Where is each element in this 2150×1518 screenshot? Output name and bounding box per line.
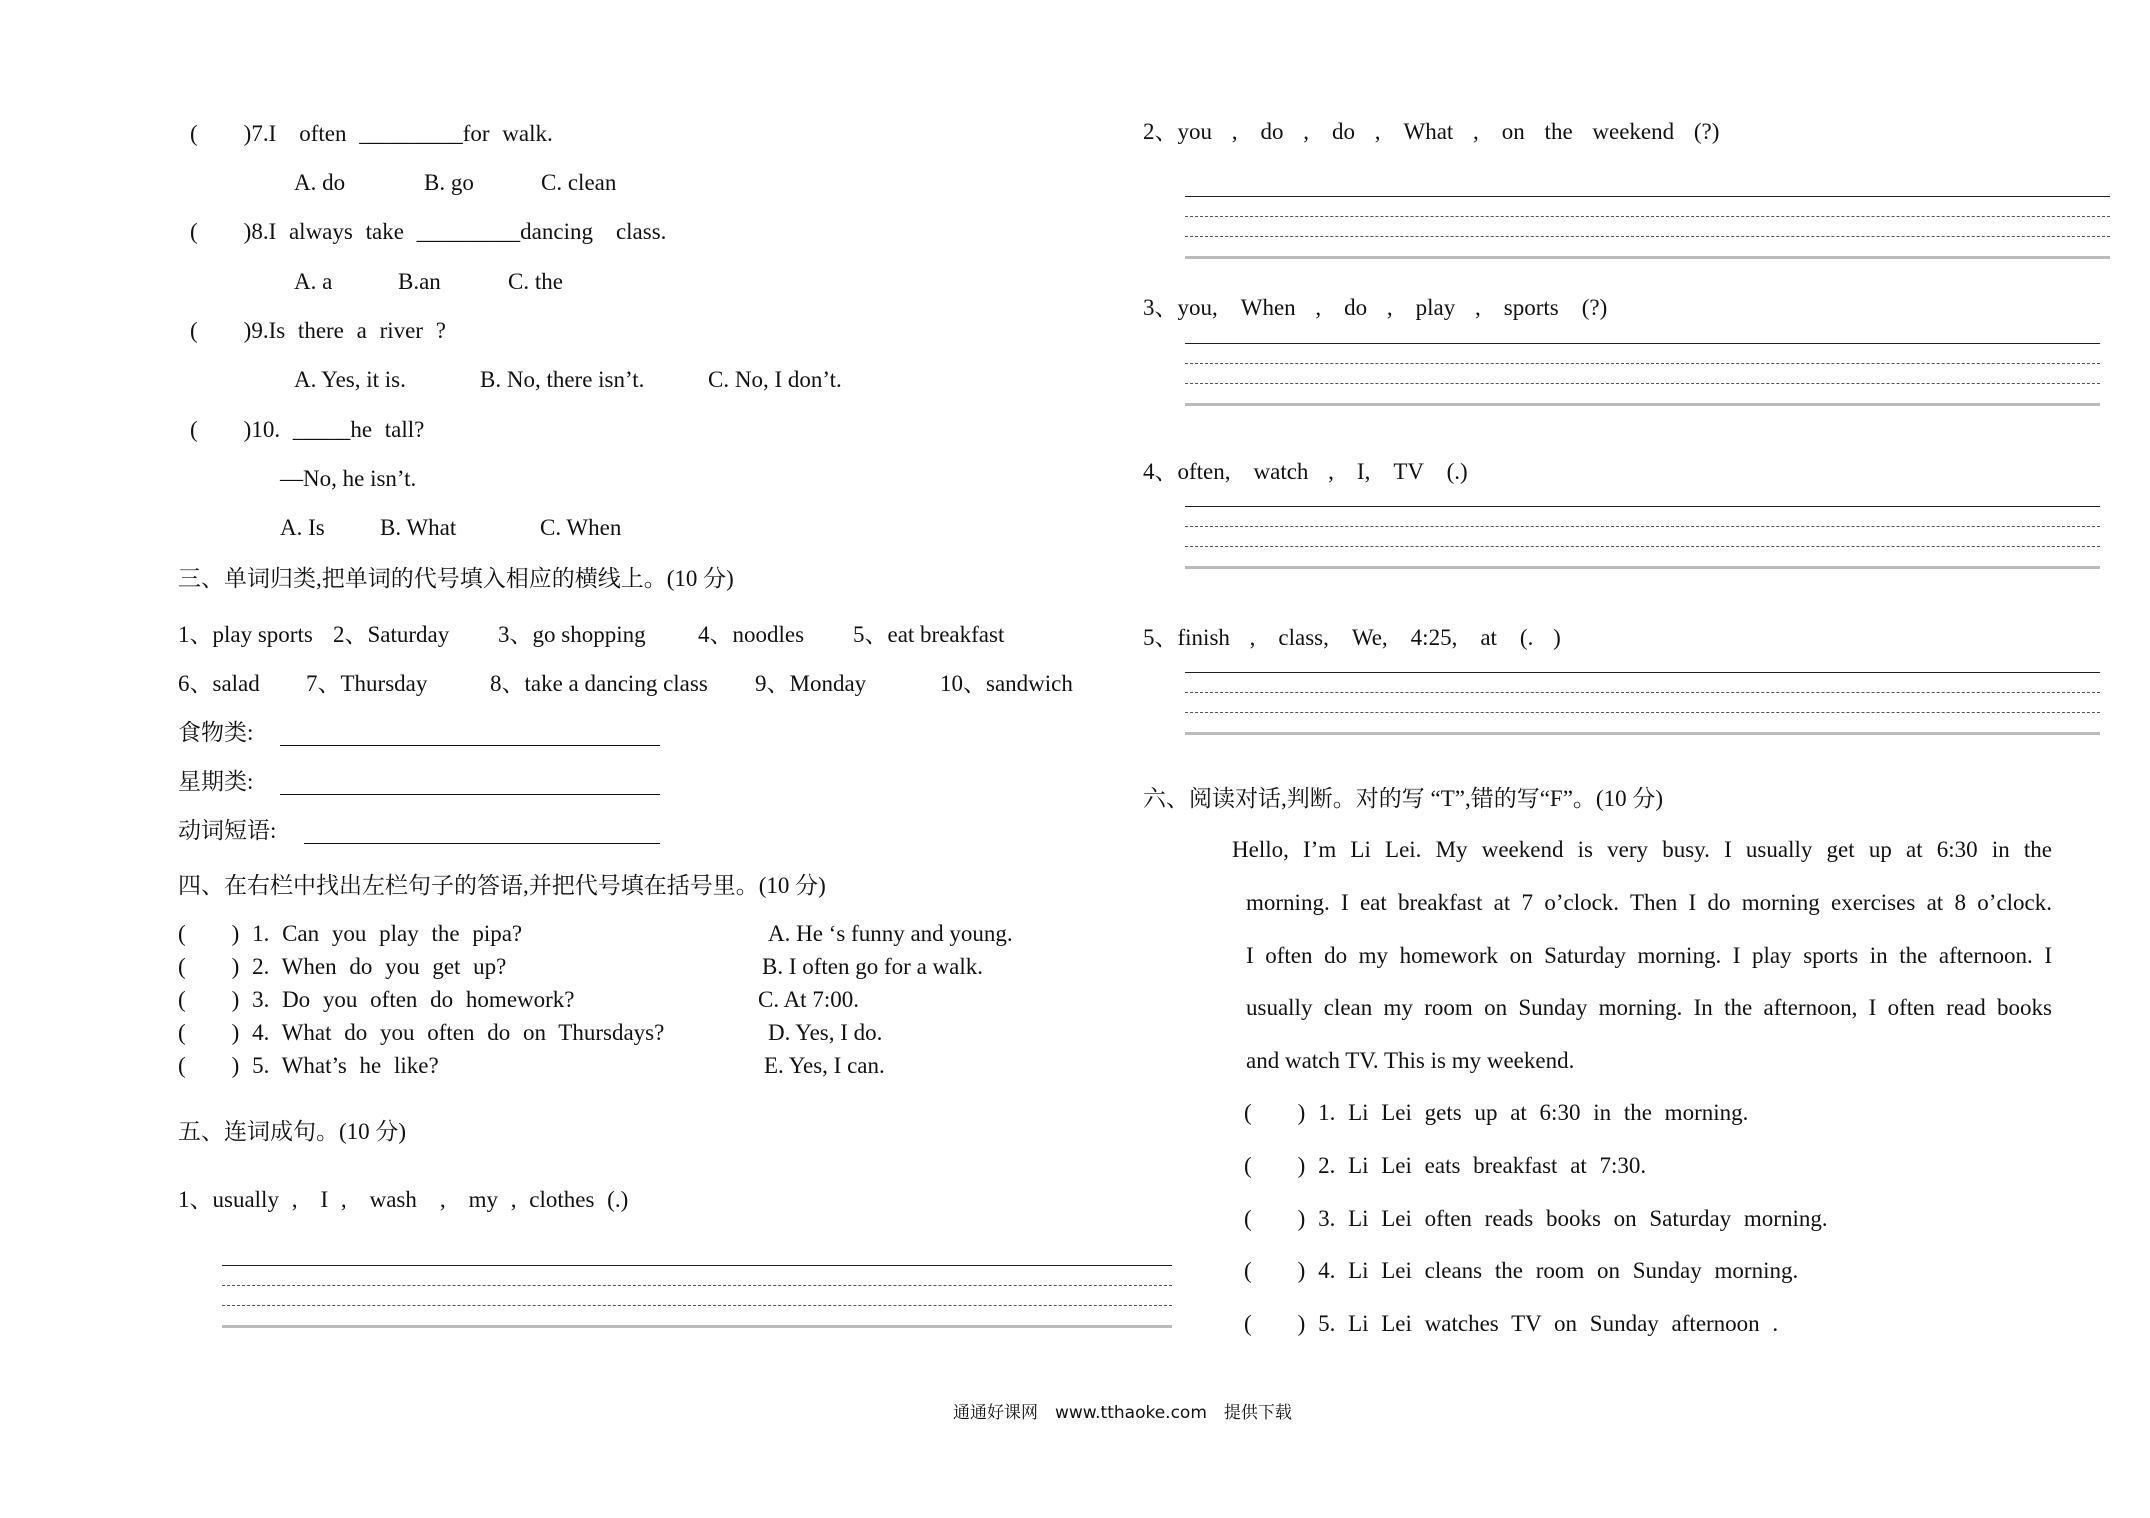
question-8-option-a: A. a [294, 269, 333, 294]
judge-statement-5: ( ) 5. Li Lei watches TV on Sunday afternoon . [1244, 1311, 1779, 1336]
sentence-4-words: 4、often, watch , I, TV (.) [1143, 459, 1468, 484]
word-8: 8、take a dancing class [490, 671, 708, 696]
question-8-option-c: C. the [508, 269, 563, 294]
question-7-option-a: A. do [294, 170, 346, 195]
question-9-option-a: A. Yes, it is. [294, 367, 406, 392]
category-food-blank[interactable] [280, 745, 660, 746]
word-4: 4、noodles [698, 622, 805, 647]
question-7-option-c: C. clean [541, 170, 617, 195]
match-question-1: ( ) 1. Can you play the pipa? [178, 921, 523, 946]
judge-statement-4: ( ) 4. Li Lei cleans the room on Sunday morning. [1244, 1258, 1799, 1283]
passage-line-1: Hello, I’m Li Lei. My weekend is very busy. I usually get up at 6:30 in the [1232, 837, 2052, 862]
match-question-3: ( ) 3. Do you often do homework? [178, 987, 575, 1012]
sentence-2-words: 2、you , do , do , What , on the weekend (?) [1143, 119, 1720, 144]
sentence-5-writing-lines[interactable] [1185, 672, 2100, 732]
judge-statement-2: ( ) 2. Li Lei eats breakfast at 7:30. [1244, 1153, 1647, 1178]
word-1: 1、play sports [178, 622, 313, 647]
judge-statement-3: ( ) 3. Li Lei often reads books on Saturday morning. [1244, 1206, 1828, 1231]
word-10: 10、sandwich [940, 671, 1073, 696]
passage-line-3: I often do my homework on Saturday morning. I play sports in the afternoon. I [1246, 943, 2052, 968]
passage-line-2: morning. I eat breakfast at 7 o’clock. Then I do morning exercises at 8 o’clock. [1246, 890, 2052, 915]
word-7: 7、Thursday [306, 671, 428, 696]
question-9-option-c: C. No, I don’t. [708, 367, 842, 392]
passage-line-5: and watch TV. This is my weekend. [1246, 1048, 1575, 1073]
category-verb-phrase-label: 动词短语: [178, 818, 277, 843]
sentence-1-writing-lines[interactable] [222, 1265, 1172, 1325]
category-weekday-label: 星期类: [178, 769, 254, 794]
word-5: 5、eat breakfast [853, 622, 1005, 647]
match-answer-e: E. Yes, I can. [764, 1053, 885, 1078]
word-3: 3、go shopping [498, 622, 646, 647]
sentence-1-words: 1、usually , I , wash , my , clothes (.) [178, 1187, 629, 1212]
question-10-option-b: B. What [380, 515, 457, 540]
word-2: 2、Saturday [333, 622, 450, 647]
question-7-stem: ( )7.I often _________for walk. [190, 121, 553, 146]
match-answer-c: C. At 7:00. [758, 987, 859, 1012]
section-5-heading: 五、连词成句。(10 分) [178, 1119, 407, 1144]
sentence-3-words: 3、you, When , do , play , sports (?) [1143, 295, 1608, 320]
question-10-reply: —No, he isn’t. [280, 466, 417, 491]
footer-credit: 通通好课网 www.tthaoke.com 提供下载 [953, 1403, 1292, 1423]
match-question-5: ( ) 5. What’s he like? [178, 1053, 439, 1078]
word-6: 6、salad [178, 671, 260, 696]
match-answer-d: D. Yes, I do. [768, 1020, 883, 1045]
category-verb-phrase-blank[interactable] [304, 843, 660, 844]
section-4-heading: 四、在右栏中找出左栏句子的答语,并把代号填在括号里。(10 分) [178, 873, 826, 898]
question-9-option-b: B. No, there isn’t. [480, 367, 645, 392]
question-7-option-b: B. go [424, 170, 474, 195]
match-answer-a: A. He ‘s funny and young. [768, 921, 1013, 946]
question-10-option-a: A. Is [280, 515, 325, 540]
sentence-5-words: 5、finish , class, We, 4:25, at (. ) [1143, 625, 1561, 650]
sentence-2-writing-lines[interactable] [1185, 196, 2110, 256]
sentence-4-writing-lines[interactable] [1185, 506, 2100, 566]
question-10-option-c: C. When [540, 515, 622, 540]
word-9: 9、Monday [755, 671, 867, 696]
section-3-heading: 三、单词归类,把单词的代号填入相应的横线上。(10 分) [178, 566, 734, 591]
question-10-stem: ( )10. _____he tall? [190, 417, 425, 442]
question-8-option-b: B.an [398, 269, 441, 294]
section-6-heading: 六、阅读对话,判断。对的写 “T”,错的写“F”。(10 分) [1143, 786, 1663, 811]
sentence-3-writing-lines[interactable] [1185, 343, 2100, 403]
match-answer-b: B. I often go for a walk. [762, 954, 983, 979]
match-question-4: ( ) 4. What do you often do on Thursdays? [178, 1020, 665, 1045]
category-food-label: 食物类: [178, 720, 254, 745]
question-9-stem: ( )9.Is there a river ? [190, 318, 446, 343]
passage-line-4: usually clean my room on Sunday morning. In the afternoon, I often read books [1246, 995, 2052, 1020]
question-8-stem: ( )8.I always take _________dancing class. [190, 219, 667, 244]
match-question-2: ( ) 2. When do you get up? [178, 954, 507, 979]
category-weekday-blank[interactable] [280, 794, 660, 795]
judge-statement-1: ( ) 1. Li Lei gets up at 6:30 in the morning. [1244, 1100, 1749, 1125]
